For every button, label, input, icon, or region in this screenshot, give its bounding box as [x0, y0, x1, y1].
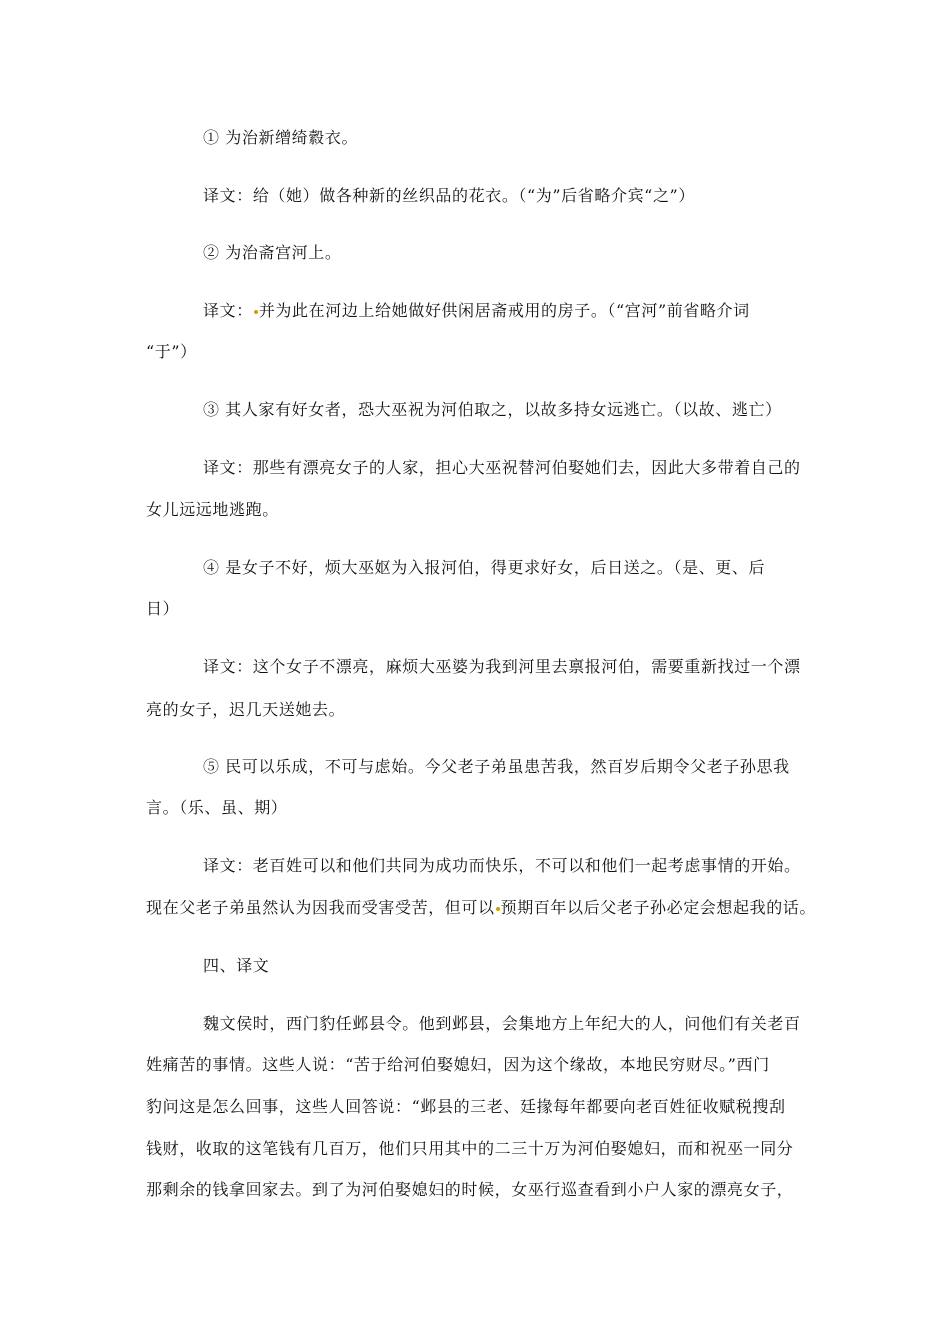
example-5-translation-line-1: 译文：老百姓可以和他们共同为成功而快乐，不可以和他们一起考虑事情的开始。: [203, 856, 801, 875]
translation-body: 给（她）做各种新的丝织品的花衣。（“为”后省略介宾“之”）: [252, 186, 695, 205]
translation-part-b: 预期百年以后父老子孙必定会想起我的话。: [500, 898, 817, 917]
example-5-sentence-line-1: ⑤ 民可以乐成，不可与虑始。今父老子弟虽患苦我，然百岁后期令父老子孙思我: [203, 757, 790, 776]
example-4-sentence-line-2: 日）: [146, 599, 180, 618]
example-1-translation: [203, 186, 695, 206]
translation-body: 并为此在河边上给她做好供闲居斋戒用的房子。（“宫河”前省略介词: [258, 301, 750, 320]
translation-prefix: 译文：: [203, 186, 253, 205]
example-4-translation-line-2: 亮的女子，迟几天送她去。: [146, 700, 346, 719]
example-5-translation-line-2: [146, 898, 816, 918]
translation-prefix: 译文：: [203, 301, 253, 320]
section-heading: 四、译文: [203, 956, 270, 975]
example-4-sentence-line-1: ④ 是女子不好，烦大巫妪为入报河伯，得更求好女，后日送之。（是、更、后: [203, 558, 766, 577]
highlight-dot: [496, 907, 500, 911]
translation-part-a: 现在父老子弟虽然认为因我而受害受苦，但可以: [146, 898, 495, 917]
paragraph-line: 那剩余的钱拿回家去。到了为河伯娶媳妇的时候，女巫行巡查看到小户人家的漂亮女子，: [146, 1180, 794, 1199]
example-2-translation-line-1: [203, 301, 750, 321]
example-3-translation-line-1: 译文：那些有漂亮女子的人家，担心大巫祝替河伯娶她们去，因此大多带着自己的: [203, 458, 801, 477]
example-4-translation-line-1: 译文：这个女子不漂亮，麻烦大巫婆为我到河里去禀报河伯，需要重新找过一个漂: [203, 657, 801, 676]
example-3-sentence: ③ 其人家有好女者，恐大巫祝为河伯取之，以故多持女远逃亡。（以故、逃亡）: [203, 400, 782, 419]
example-1-sentence: ① 为治新缯绮縠衣。: [203, 128, 359, 147]
example-2-sentence: ② 为治斋宫河上。: [203, 243, 342, 262]
paragraph-line: 钱财，收取的这笔钱有几百万，他们只用其中的二三十万为河伯娶媳妇，而和祝巫一同分: [146, 1139, 794, 1158]
paragraph-line: 豹问这是怎么回事，这些人回答说：“邺县的三老、廷掾每年都要向老百姓征收赋税搜刮: [146, 1097, 786, 1116]
paragraph-line: 魏文侯时，西门豹任邺县令。他到邺县，会集地方上年纪大的人，问他们有关老百: [203, 1014, 801, 1033]
example-5-sentence-line-2: 言。（乐、虽、期）: [146, 798, 288, 817]
paragraph-line: 姓痛苦的事情。这些人说：“苦于给河伯娶媳妇，因为这个缘故，本地民穷财尽。”西门: [146, 1055, 770, 1074]
example-3-translation-line-2: 女儿远远地逃跑。: [146, 500, 279, 519]
example-2-translation-line-2: “于”）: [146, 342, 197, 361]
highlight-dot: [254, 310, 258, 314]
